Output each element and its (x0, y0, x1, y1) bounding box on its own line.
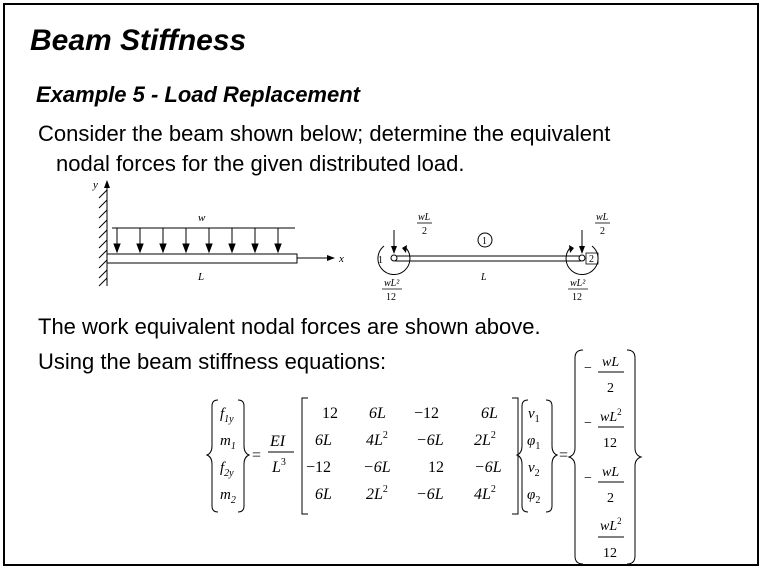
m00: 12 (322, 405, 338, 422)
y-axis-label: y (93, 179, 98, 191)
d-v2: $v_2$ (528, 460, 540, 479)
lhs-m2: $m_2$ (220, 487, 236, 506)
rhs-sign-3: − (584, 471, 592, 486)
rhs-num-1: wL (602, 355, 620, 370)
rhs-den-2: 12 (603, 436, 617, 451)
m10: 6L (315, 432, 332, 449)
m11: $4L^2$ (366, 430, 388, 449)
rhs-sign-1: − (584, 361, 592, 376)
length-label-right: L (481, 272, 487, 283)
matrix-bracket-right (512, 398, 518, 514)
m32: −6L (416, 486, 444, 503)
element-label: 1 (482, 236, 487, 247)
m21: −6L (363, 459, 391, 476)
force-right-den: 2 (600, 226, 605, 237)
rhs-num-4: $wL^2$ (600, 516, 622, 534)
rhs-den-4: 12 (603, 546, 617, 561)
force-right-num: wL (596, 212, 609, 223)
lhs-f2y: $f_{2y}$ (220, 460, 234, 479)
m22: 12 (428, 459, 444, 476)
m23: −6L (474, 459, 502, 476)
m30: 6L (315, 486, 332, 503)
force-left-den: 2 (422, 226, 427, 237)
d-v1: $v_1$ (528, 406, 540, 425)
rhs-sign-2: − (584, 416, 592, 431)
moment-right-num: wL² (570, 278, 586, 289)
lhs-brace (207, 400, 218, 512)
d-phi1: $\varphi_1$ (527, 433, 541, 452)
load-label: w (198, 212, 206, 224)
matrix-entries (306, 405, 502, 503)
rhs-num-3: wL (602, 465, 620, 480)
m33: $4L^2$ (474, 484, 496, 503)
lead-text: Using the beam stiffness equations: (38, 349, 387, 374)
node-2-label: 2 (589, 254, 594, 265)
lhs-m1: $m_1$ (220, 433, 236, 452)
rhs-num-2: $wL^2$ (600, 407, 622, 425)
lhs-f1y: $f_{1y}$ (220, 406, 234, 425)
length-label-left: L (198, 271, 205, 283)
moment-left-den: 12 (386, 292, 396, 303)
intro-line-2: nodal forces for the given distributed load. (56, 151, 465, 176)
equals-2: = (559, 447, 569, 464)
rhs-den-3: 2 (607, 491, 614, 506)
disp-brace-right (546, 400, 557, 512)
rhs-brace-left (569, 350, 583, 564)
lhs-brace-right (238, 400, 249, 512)
m13: $2L^2$ (474, 430, 496, 449)
m02: −12 (414, 405, 440, 422)
m31: $2L^2$ (366, 484, 388, 503)
rhs-brace-right (627, 350, 641, 564)
coef-den: $L^3$ (272, 457, 286, 476)
moment-right-den: 12 (572, 292, 582, 303)
node-1-label: 1 (378, 255, 383, 266)
slide-subtitle: Example 5 - Load Replacement (36, 82, 360, 107)
x-axis-label: x (339, 253, 344, 265)
d-phi2: $\varphi_2$ (527, 487, 541, 506)
m01: 6L (369, 405, 386, 422)
force-left-num: wL (418, 212, 431, 223)
coef-num: EI (270, 433, 286, 450)
m20: −12 (306, 459, 332, 476)
rhs-entries (584, 355, 624, 561)
disp-entries (527, 406, 540, 506)
moment-left-num: wL² (384, 278, 400, 289)
rhs-den-1: 2 (607, 381, 614, 396)
note-text: The work equivalent nodal forces are shown above. (38, 314, 541, 339)
intro-line-1: Consider the beam shown below; determine the equivalent (38, 121, 611, 146)
slide-title: Beam Stiffness (30, 24, 247, 57)
m03: 6L (481, 405, 498, 422)
equals-1: = (252, 447, 262, 464)
matrix-bracket-left (302, 398, 308, 514)
m12: −6L (416, 432, 444, 449)
